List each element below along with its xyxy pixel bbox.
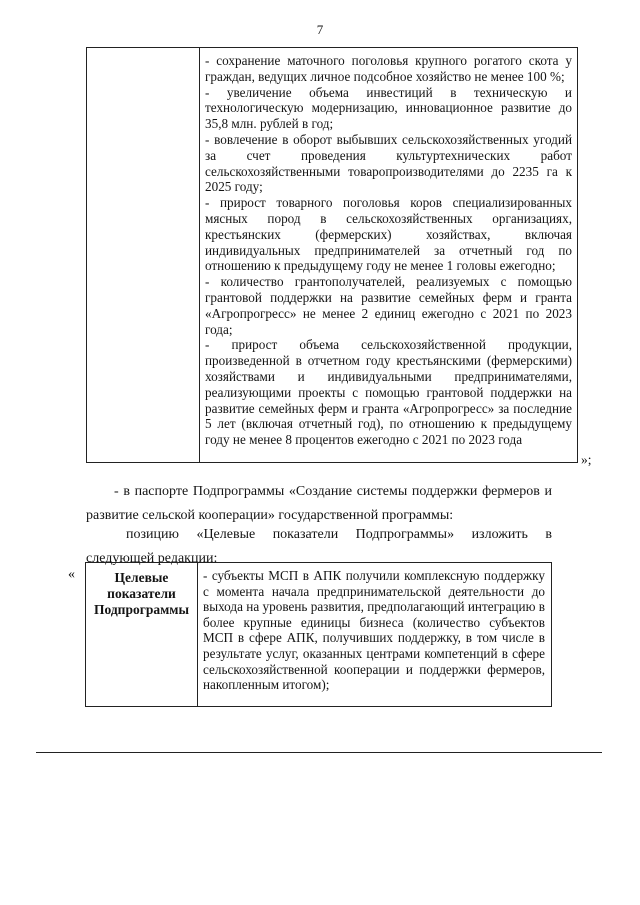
indicator-item: - сохранение маточного поголовья крупного рогатого скота у граждан, ведущих личное подсобное хозяйство не менее 100 %; xyxy=(205,53,572,84)
footer-rule xyxy=(36,752,602,753)
indicator-item: - количество грантополучателей, реализуемых с помощью грантовой поддержки на развитие семейных ферм и гранта «Агропрогресс» не менее 2 единиц ежегодно с 2021 по 2023 года; xyxy=(205,274,572,337)
targets-label: Целевые показатели Подпрограммы xyxy=(93,570,190,617)
closing-quote: »; xyxy=(581,452,592,467)
column-divider xyxy=(197,563,198,706)
indicator-item: - увеличение объема инвестиций в техническую и технологическую модернизацию, инновационное развитие до 35,8 млн. рублей в год; xyxy=(205,84,572,132)
indicator-item: - прирост товарного поголовья коров специализированных мясных пород в сельскохозяйственных организациях, крестьянских (фермерских) хозяйствах, включая индивидуальных предпринимателей за отчетный год по отношению к предыдущему году не менее 1 головы ежегодно; xyxy=(205,195,572,274)
page-number: 7 xyxy=(316,22,324,37)
targets-text: - субъекты МСП в АПК получили комплексную поддержку с момента начала предпринимательской деятельности до выхода на уровень развития, предполагающий интеграцию в более крупные единицы бизнеса (количество субъектов МСП в сфере АПК, получивших поддержку, в том числе в результате услуг, оказанных центрами компетенций в сфере сельскохозяйственной кооперации и поддержки фермеров, накопленным итогом); xyxy=(203,568,545,693)
targets-table xyxy=(85,562,552,707)
indicators-table xyxy=(86,47,578,463)
indicators-cell xyxy=(205,53,572,448)
opening-quote: « xyxy=(68,567,75,582)
column-divider xyxy=(199,48,200,462)
paragraph-position: позицию «Целевые показатели Подпрограммы» изложить в следующей редакции: xyxy=(86,527,552,566)
indicator-item: - прирост объема сельскохозяйственной продукции, произведенной в отчетном году крестьянскими (фермерскими) хозяйствами и индивидуальными предпринимателями, реализующими проекты с помощью грантовой поддержки на развитие семейных ферм и гранта «Агропрогресс» за последние 5 лет (включая отчетный год), по отношению к предыдущему году не менее 8 процентов ежегодно с 2021 по 2023 года xyxy=(205,337,572,448)
indicator-item: - вовлечение в оборот выбывших сельскохозяйственных угодий за счет проведения культуртехнических работ сельскохозяйственными товаропроизводителями до 2235 га к 2025 году; xyxy=(205,131,572,195)
paragraph-passport: - в паспорте Подпрограммы «Создание системы поддержки фермеров и развитие сельской кооперации» государственной программы: xyxy=(86,484,552,523)
